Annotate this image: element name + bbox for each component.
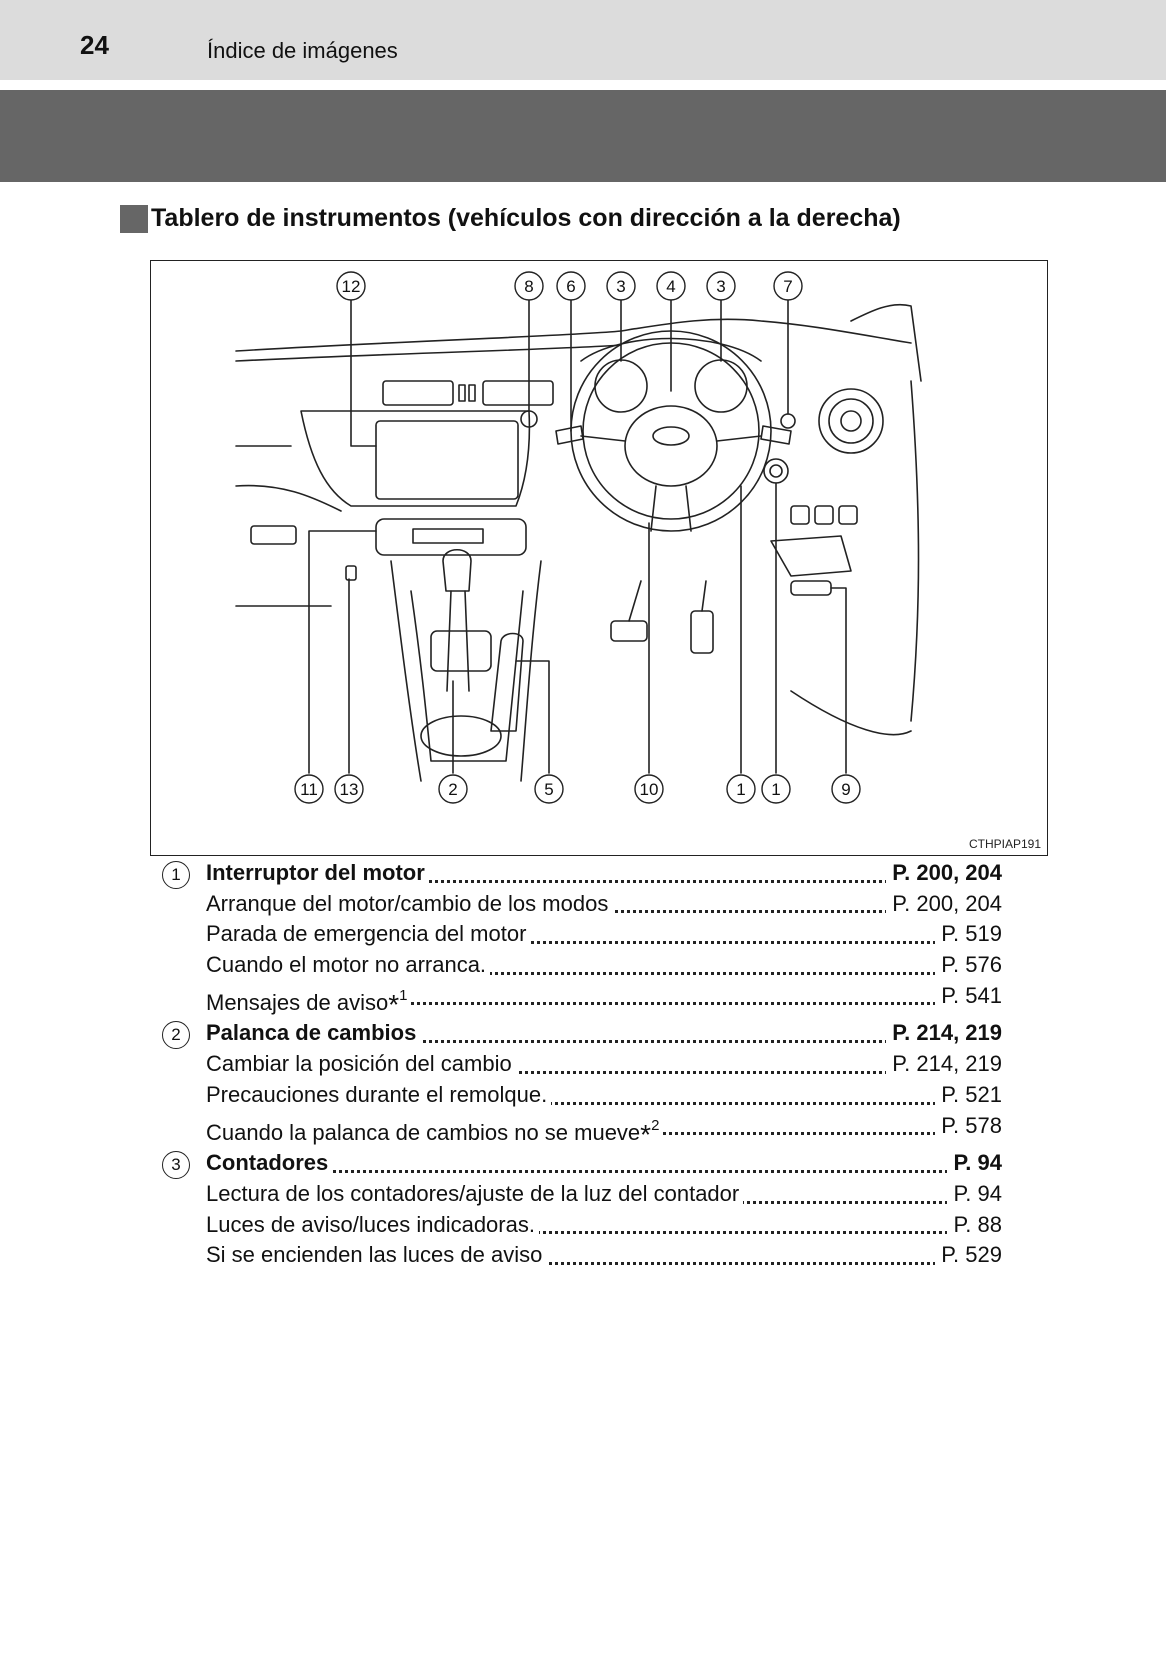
- steering-spoke-left: [581, 436, 625, 441]
- index-row: [206, 981, 1002, 1020]
- dashboard-figure: [150, 260, 1048, 856]
- center-vent-knob-2: [469, 385, 475, 401]
- index-row: [206, 1210, 1002, 1241]
- steering-spoke-bottom: [651, 486, 691, 531]
- right-vent-inner: [841, 411, 861, 431]
- left-dash-lower: [236, 486, 341, 511]
- small-button: [346, 566, 356, 580]
- top-callout-label-4: 4: [666, 277, 676, 296]
- page-ref: P. 94: [947, 1179, 1002, 1210]
- gauge-right: [695, 360, 747, 412]
- item-label-text: Mensajes de aviso: [206, 989, 389, 1015]
- cupholder: [421, 716, 501, 756]
- stalk-left: [556, 426, 583, 444]
- item-label: Interruptor del motor: [206, 860, 429, 885]
- pedal-accel: [691, 611, 713, 653]
- header-banner: [0, 90, 1166, 182]
- right-vent-mid: [829, 399, 873, 443]
- page-number: 24: [80, 30, 109, 60]
- item-label-with-note: [206, 1116, 663, 1150]
- top-callout-label-3: 3: [616, 277, 626, 296]
- asterisk-icon: *: [388, 988, 400, 1020]
- index-row-main: [171, 858, 1002, 889]
- pedal-brake: [611, 621, 647, 641]
- index-group: [162, 1148, 1002, 1271]
- center-vent-left: [383, 381, 453, 405]
- door-line: [911, 381, 919, 721]
- index-group: [162, 1018, 1002, 1150]
- start-button: [764, 459, 788, 483]
- steering-logo: [653, 427, 689, 445]
- section-heading: [120, 204, 901, 233]
- console-right-edge: [521, 561, 541, 781]
- item-marker: 3: [162, 1151, 190, 1179]
- item-label-text: Cuando la palanca de cambios no se mueve: [206, 1119, 641, 1145]
- figure-code: CTHPIAP191: [968, 837, 1041, 851]
- bottom-callout-label-6: 1: [771, 780, 781, 799]
- top-callout-label-0: 12: [341, 277, 361, 296]
- item-label-with-note: [206, 986, 411, 1020]
- climate-display: [413, 529, 483, 543]
- console-inner: [411, 591, 523, 761]
- page-ref: P. 578: [935, 1111, 1002, 1142]
- page-ref: P. 541: [935, 981, 1002, 1012]
- page-ref: P. 214, 219: [886, 1049, 1002, 1080]
- center-vent-right: [483, 381, 553, 405]
- item-label: Parada de emergencia del motor: [206, 921, 530, 946]
- item-label: Precauciones durante el remolque.: [206, 1082, 551, 1107]
- top-callout-label-1: 8: [524, 277, 534, 296]
- item-label: Lectura de los contadores/ajuste de la luz del contador: [206, 1181, 743, 1206]
- leader-12: [351, 299, 376, 446]
- page-ref: P. 200, 204: [886, 889, 1002, 920]
- index-row-main: [171, 1148, 1002, 1179]
- console-left-edge: [391, 561, 421, 781]
- index-row: [206, 1179, 1002, 1210]
- index-row: [206, 950, 1002, 981]
- index-group: [162, 858, 1002, 1020]
- index-row: [206, 889, 1002, 920]
- asterisk-icon: *: [640, 1118, 652, 1150]
- page-ref: P. 521: [935, 1080, 1002, 1111]
- display-screen: [376, 421, 518, 499]
- page-header: [0, 0, 1166, 80]
- item-label: Luces de aviso/luces indicadoras.: [206, 1212, 539, 1237]
- bottom-callout-label-4: 10: [639, 780, 659, 799]
- pedal-arm: [629, 581, 706, 621]
- parking-brake: [491, 634, 523, 732]
- index-row: [206, 1049, 1002, 1080]
- index-list: [162, 858, 1002, 1278]
- gauge-left: [595, 360, 647, 412]
- page-ref: P. 576: [935, 950, 1002, 981]
- bottom-callout-label-3: 5: [544, 780, 554, 799]
- item-label: Si se encienden las luces de aviso: [206, 1242, 546, 1267]
- steering-hub: [625, 406, 717, 486]
- left-switch: [251, 526, 296, 544]
- bottom-callout-label-1: 13: [339, 780, 359, 799]
- page-ref: P. 529: [935, 1240, 1002, 1271]
- hood-release: [791, 581, 831, 595]
- page-ref: P. 214, 219: [886, 1018, 1002, 1049]
- index-row: [206, 1111, 1002, 1150]
- stalk-right: [761, 426, 791, 444]
- dash-top-line: [236, 319, 911, 351]
- item-label: Palanca de cambios: [206, 1020, 420, 1045]
- shift-gate: [431, 631, 491, 671]
- switch-7: [781, 414, 795, 428]
- item-label: Cambiar la posición del cambio: [206, 1051, 516, 1076]
- center-panel: [301, 411, 529, 506]
- right-switch-1: [791, 506, 809, 524]
- bottom-callout-label-2: 2: [448, 780, 458, 799]
- page-ref: P. 88: [947, 1210, 1002, 1241]
- item-marker: 2: [162, 1021, 190, 1049]
- heading-text: Tablero de instrumentos (vehículos con dirección a la derecha): [151, 204, 901, 232]
- dashboard-illustration: [151, 261, 1049, 857]
- item-label: Arranque del motor/cambio de los modos: [206, 891, 612, 916]
- item-label: Cuando el motor no arranca.: [206, 952, 490, 977]
- page-ref: P. 94: [947, 1148, 1002, 1179]
- shift-stem: [447, 591, 469, 691]
- index-row: [206, 1240, 1002, 1271]
- index-row: [206, 1080, 1002, 1111]
- leader-9: [831, 588, 846, 773]
- top-callout-label-5: 3: [716, 277, 726, 296]
- item-marker: 1: [162, 861, 190, 889]
- knee-panel: [771, 536, 851, 576]
- index-row: [206, 919, 1002, 950]
- steering-spoke-right: [717, 436, 761, 441]
- bottom-callout-label-5: 1: [736, 780, 746, 799]
- top-callout-label-2: 6: [566, 277, 576, 296]
- center-vent-knob: [459, 385, 465, 401]
- right-switch-3: [839, 506, 857, 524]
- page-ref: P. 519: [935, 919, 1002, 950]
- leader-11: [309, 531, 376, 773]
- leader-5: [516, 661, 549, 773]
- bottom-callout-label-7: 9: [841, 780, 851, 799]
- start-button-inner: [770, 465, 782, 477]
- right-switch-2: [815, 506, 833, 524]
- index-row-main: [171, 1018, 1002, 1049]
- heading-square-icon: [120, 205, 148, 233]
- door-lower: [791, 691, 911, 735]
- footnote-ref: 1: [399, 986, 408, 1004]
- page-ref: P. 200, 204: [886, 858, 1002, 889]
- top-callout-label-6: 7: [783, 277, 793, 296]
- section-title: Índice de imágenes: [207, 38, 398, 63]
- shift-knob: [443, 550, 471, 591]
- footnote-ref: 2: [651, 1116, 660, 1134]
- climate-panel: [376, 519, 526, 555]
- bottom-callout-label-0: 11: [300, 780, 318, 799]
- item-label: Contadores: [206, 1150, 332, 1175]
